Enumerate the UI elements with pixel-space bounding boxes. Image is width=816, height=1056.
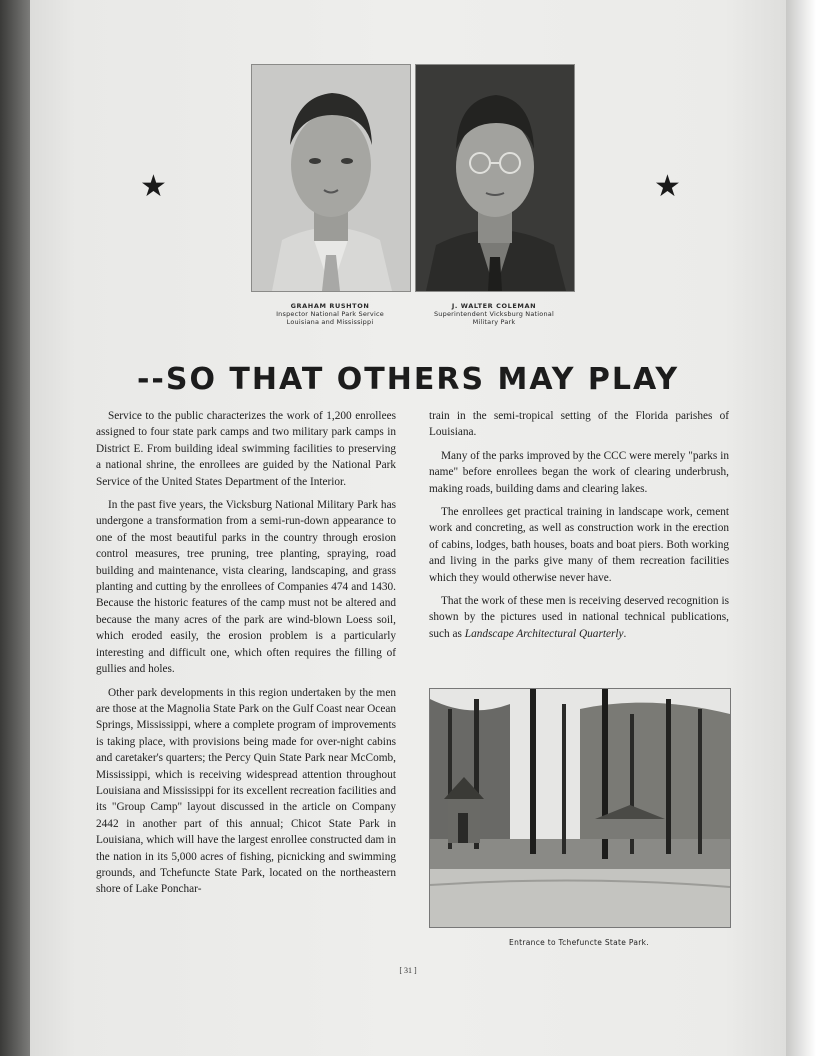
caption-line: Louisiana and Mississippi <box>286 318 374 326</box>
caption-name: J. WALTER COLEMAN <box>451 302 537 310</box>
text-column-right <box>429 408 729 649</box>
caption-coleman <box>394 302 594 326</box>
paragraph: Service to the public characterizes the work of 1,200 enrollees assigned to four state park camps and two military park camps in District E. From building ideal swimming facilities to preserving a national shrine, the enrollees are guided by the National Park Service of the United States Department of the Interior. <box>96 410 396 488</box>
article-title: --SO THAT OTHERS MAY PLAY <box>136 362 680 397</box>
page-edge-left <box>0 0 30 1056</box>
document-page <box>30 0 786 1056</box>
publication-title: Landscape Architectural Quarterly <box>464 627 624 640</box>
caption-line: Superintendent Vicksburg National <box>433 310 554 318</box>
paragraph: The enrollees get practical training in landscape work, cement work and concreting, as well as construction work in the erection of cabins, lodges, bath houses, boats and boat piers. Both working and living in the parks give many of them recreation facilities which they would otherwise never have. <box>429 506 729 584</box>
star-ornament-right: ★ <box>654 169 681 204</box>
caption-line: Inspector National Park Service <box>276 310 384 318</box>
caption-name: GRAHAM RUSHTON <box>290 302 370 310</box>
paragraph-text: That the work of these men is receiving deserved recognition is shown by the pictures used in national technical publications, such as <box>429 595 729 640</box>
park-entrance-photo <box>429 688 731 928</box>
text-column-left <box>96 408 396 905</box>
paragraph: Other park developments in this region undertaken by the men are those at the Magnolia State Park on the Gulf Coast near Ocean Springs, Mississippi, where a complete program of improvements is taking place, with provisions being made for over-night cabins and caretaker's quarters; the Percy Quin State Park near McComb, Mississippi, which is receiving widespread attention throughout Louisiana and Mississippi for its excellent recreation facilities and its "Group Camp" layout discussed in the article on Company 2442 in another part of this annual; Chicot State Park in Louisiana, which will have the largest enrollee constructed dam in the nation in its 5,000 acres of fishing, picnicking and swimming grounds, and Tchefuncte State Park, located on the northeastern shore of Lake Ponchar- <box>96 686 396 896</box>
paragraph: Many of the parks improved by the CCC were merely "parks in name" before enrollees began the work of clearing underbrush, making roads, building dams and clearing lakes. <box>429 449 729 495</box>
page-edge-right <box>786 0 816 1056</box>
paragraph-continuation: train in the semi-tropical setting of the Florida parishes of Louisiana. <box>429 410 729 439</box>
photo-caption: Entrance to Tchefuncte State Park. <box>509 938 649 947</box>
paragraph: In the past five years, the Vicksburg National Military Park has undergone a transformation from a semi-run-down appearance to one of the most beautiful parks in the country through erosion control measures, tree pruning, tree planting, spraying, road building and maintenance, vista clearing, landscaping, and grass planting and cutting by the enrollees of Companies 474 and 1430. Because the historic features of the camp must not be altered and because the many acres of the park are wind-blown Loess soil, which eroded easily, the erosion problem is a particularly interesting and difficult one, which often requires the filling of gullies and holes. <box>96 499 396 676</box>
caption-line: Military Park <box>472 318 516 326</box>
portrait-photo-coleman <box>415 64 575 292</box>
star-ornament-left: ★ <box>140 169 167 204</box>
page-number: [ 31 ] <box>399 966 417 975</box>
paragraph <box>429 593 729 642</box>
paragraph-text: . <box>623 627 627 640</box>
portrait-photo-rushton <box>251 64 411 292</box>
